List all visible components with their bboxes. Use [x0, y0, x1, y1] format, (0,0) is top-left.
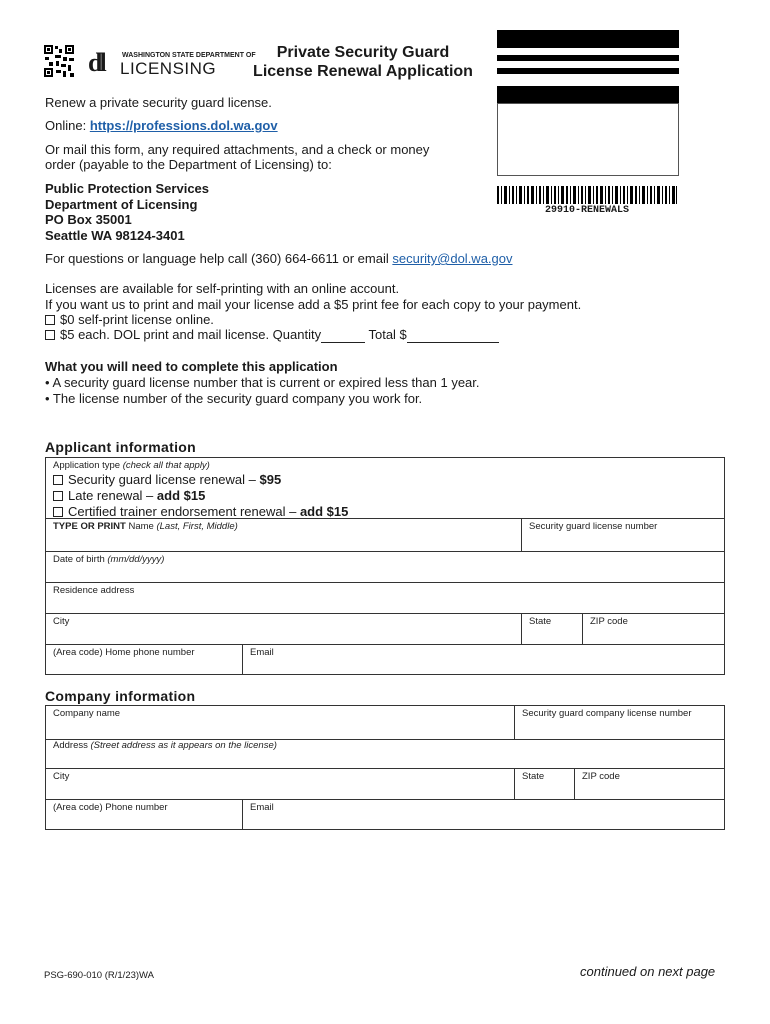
trainer-checkbox[interactable] — [53, 507, 63, 517]
title-line-2: License Renewal Application — [253, 63, 473, 80]
black-bar — [497, 86, 679, 103]
form-number: PSG-690-010 (R/1/23)WA — [44, 970, 154, 981]
renewal-option: Security guard license renewal – $95 — [53, 472, 281, 487]
home-phone-field[interactable]: (Area code) Home phone number — [53, 647, 195, 658]
dol-print-checkbox[interactable] — [45, 330, 55, 340]
mail-line-2: order (payable to the Department of Licensing) to: — [45, 157, 332, 172]
self-print-label: $0 self-print license online. — [60, 312, 214, 327]
name-field[interactable]: TYPE OR PRINT Name (Last, First, Middle) — [53, 521, 238, 532]
applicant-email-field[interactable]: Email — [250, 647, 274, 658]
residence-address-field[interactable]: Residence address — [53, 585, 135, 596]
need-heading: What you will need to complete this application — [45, 359, 338, 374]
applicant-heading: Applicant information — [45, 439, 196, 455]
guard-license-number-field[interactable]: Security guard license number — [529, 521, 658, 532]
black-bar — [497, 30, 679, 48]
logo-department: WASHINGTON STATE DEPARTMENT OF — [122, 52, 256, 59]
total-field[interactable] — [407, 330, 499, 343]
questions-text: For questions or language help call (360) 664-6611 or email — [45, 251, 393, 266]
mailing-address — [45, 181, 209, 243]
print-line-1: Licenses are available for self-printing with an online account. — [45, 281, 400, 296]
company-license-number-field[interactable]: Security guard company license number — [522, 708, 692, 719]
state-field[interactable]: State — [529, 616, 552, 627]
company-city-field[interactable]: City — [53, 771, 70, 782]
questions-line — [45, 251, 513, 267]
company-email-field[interactable]: Email — [250, 802, 274, 813]
self-print-option — [45, 312, 214, 328]
address-line: PO Box 35001 — [45, 212, 132, 227]
company-form — [45, 705, 725, 830]
quantity-field[interactable] — [321, 330, 365, 343]
title-line-1: Private Security Guard — [276, 44, 450, 61]
logo-licensing: LICENSING — [120, 59, 217, 78]
need-item: • The license number of the security guard company you work for. — [45, 391, 423, 406]
black-bar — [497, 68, 679, 74]
dol-mark-icon: dl — [88, 48, 104, 77]
company-state-field[interactable]: State — [522, 771, 545, 782]
late-renewal-checkbox[interactable] — [53, 491, 63, 501]
company-zip-field[interactable]: ZIP code — [582, 771, 620, 782]
online-label: Online: — [45, 118, 90, 133]
zip-field[interactable]: ZIP code — [590, 616, 628, 627]
online-link[interactable]: https://professions.dol.wa.gov — [89, 118, 278, 133]
mail-line-1: Or mail this form, any required attachments, and a check or money — [45, 142, 430, 157]
city-field[interactable]: City — [53, 616, 70, 627]
address-line: Public Protection Services — [45, 181, 210, 196]
need-item: • A security guard license number that is current or expired less than 1 year. — [45, 375, 480, 390]
dol-print-option — [45, 327, 499, 343]
qr-code-icon — [44, 45, 74, 77]
continued-note: continued on next page — [580, 964, 716, 979]
application-type-label: Application type (check all that apply) — [53, 460, 210, 471]
email-link[interactable]: security@dol.wa.gov — [392, 251, 513, 266]
address-line: Seattle WA 98124-3401 — [45, 227, 185, 243]
total-label: Total $ — [365, 327, 407, 342]
company-address-field[interactable]: Address (Street address as it appears on the license) — [53, 740, 277, 751]
form-title — [238, 43, 488, 81]
applicant-form — [45, 457, 725, 675]
late-renewal-option: Late renewal – add $15 — [53, 488, 205, 503]
address-line: Department of Licensing — [45, 196, 198, 212]
company-heading: Company information — [45, 688, 196, 704]
dol-print-label: $5 each. DOL print and mail license. Quantity — [60, 327, 322, 342]
intro-line: Renew a private security guard license. — [45, 95, 272, 110]
dol-logo — [88, 48, 256, 80]
company-name-field[interactable]: Company name — [53, 708, 121, 719]
company-phone-field[interactable]: (Area code) Phone number — [53, 802, 168, 813]
office-stamp-box — [497, 103, 679, 176]
barcode-text: 29910-RENEWALS — [544, 205, 629, 216]
print-line-2: If you want us to print and mail your license add a $5 print fee for each copy to your payment. — [45, 297, 582, 312]
black-bar — [497, 55, 679, 61]
dob-field[interactable]: Date of birth (mm/dd/yyyy) — [53, 554, 165, 565]
barcode-icon — [497, 186, 677, 204]
self-print-checkbox[interactable] — [45, 315, 55, 325]
renewal-checkbox[interactable] — [53, 475, 63, 485]
online-line — [45, 118, 278, 134]
trainer-option: Certified trainer endorsement renewal – add $15 — [53, 504, 348, 519]
